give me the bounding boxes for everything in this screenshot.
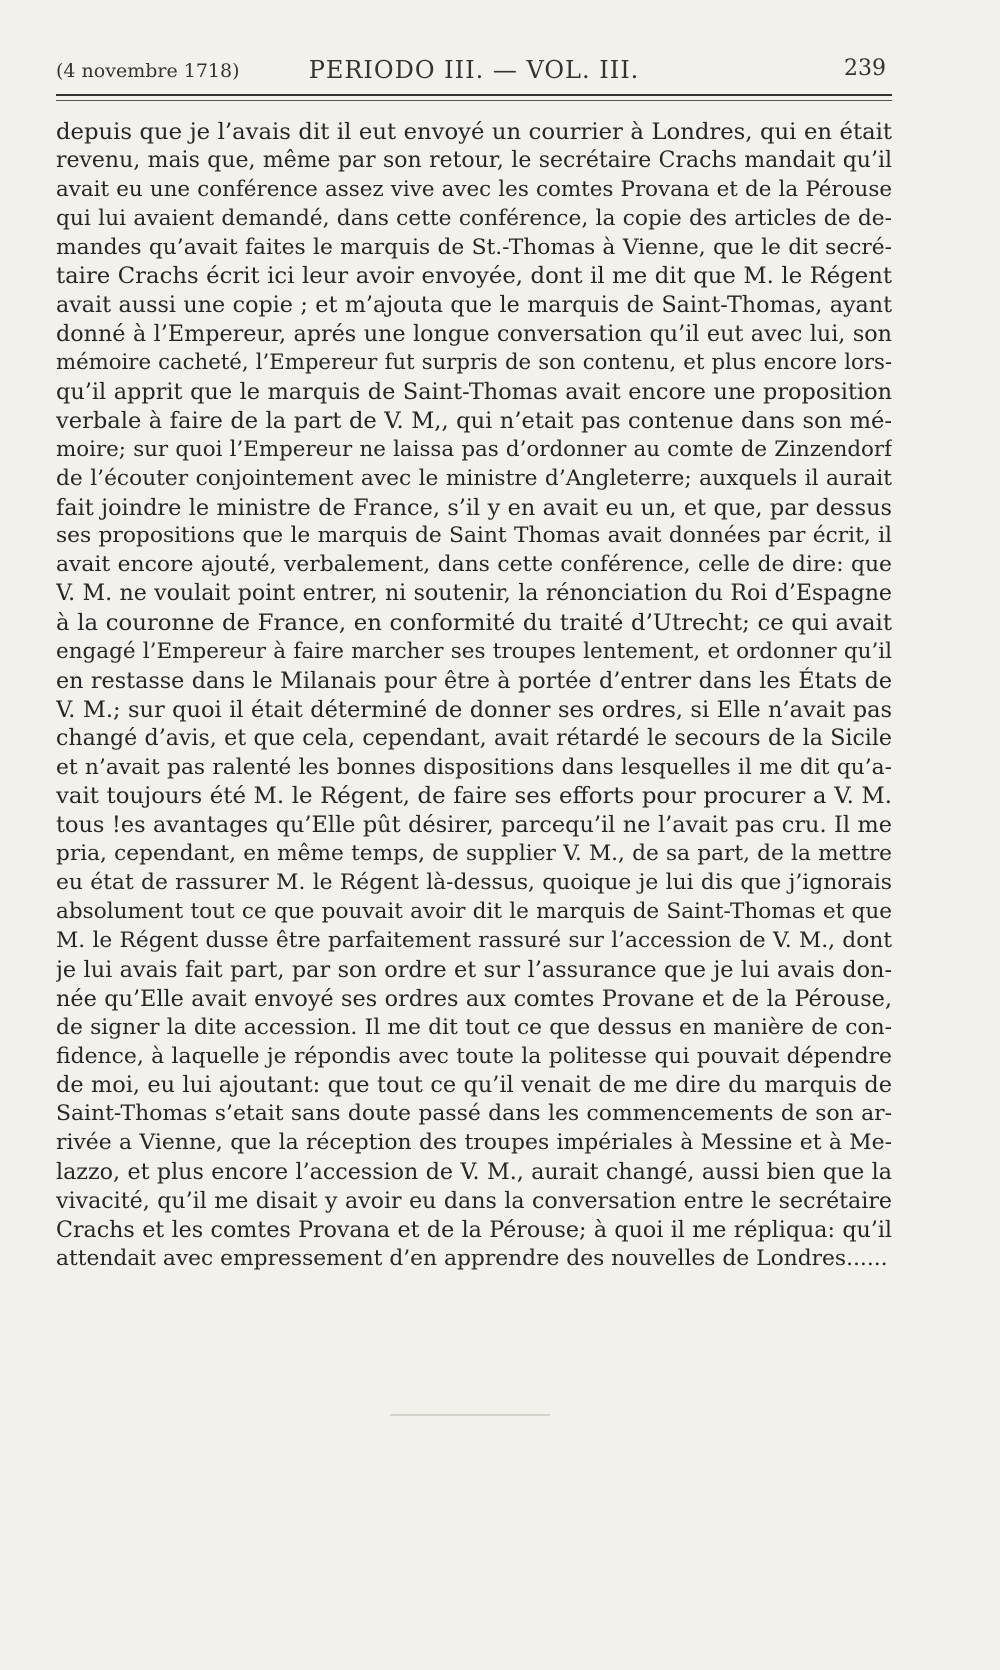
text-line: eu état de rassurer M. le Régent là-dessus, quoique je lui dis que j’ignorais <box>56 870 892 896</box>
bleed-through-rule <box>390 1414 550 1416</box>
text-line-last: attendait avec empressement d’en apprendre des nouvelles de Londres...... <box>56 1245 888 1271</box>
text-line: changé d’avis, et que cela, cependant, avait rétardé le secours de la Sicile <box>56 725 892 751</box>
text-line: pria, cependant, en même temps, de supplier V. M., de sa part, de la mettre <box>56 841 892 867</box>
text-line: V. M.; sur quoi il était déterminé de donner ses ordres, si Elle n’avait pas <box>56 696 892 723</box>
text-line: moire; sur quoi l’Empereur ne laissa pas d’ordonner au comte de Zinzendorf <box>56 436 892 462</box>
body-text <box>56 118 892 1274</box>
text-line: je lui avais fait part, par son ordre et sur l’assurance que je lui avais don- <box>56 956 892 983</box>
header-date: (4 novembre 1718) <box>56 60 240 82</box>
text-line: engagé l’Empereur à faire marcher ses troupes lentement, et ordonner qu’il <box>56 639 892 665</box>
text-line: de l’écouter conjointement avec le ministre d’Angleterre; auxquels il aurait <box>56 465 892 491</box>
text-line: taire Crachs écrit ici leur avoir envoyée, dont il me dit que M. le Régent <box>56 263 892 290</box>
text-line: vivacité, qu’il me disait y avoir eu dans la conversation entre le secrétaire <box>56 1187 892 1214</box>
text-line: vait toujours été M. le Régent, de faire ses efforts pour procurer a V. M. <box>56 783 892 810</box>
text-line: née qu’Elle avait envoyé ses ordres aux comtes Provane et de la Pérouse, <box>56 985 892 1012</box>
text-line: fidence, à laquelle je répondis avec toute la politesse qui pouvait dépendre <box>56 1043 892 1069</box>
text-line: qui lui avaient demandé, dans cette conférence, la copie des articles de de- <box>56 205 892 231</box>
page-number: 239 <box>844 56 886 81</box>
text-line: rivée a Vienne, que la réception des troupes impériales à Messine et à Me- <box>56 1130 892 1156</box>
text-line: M. le Régent dusse être parfaitement rassuré sur l’accession de V. M., dont <box>56 927 892 953</box>
text-line: en restasse dans le Milanais pour être à portée d’entrer dans les États de <box>56 667 892 694</box>
header-rule-thin <box>56 100 892 101</box>
text-line: et n’avait pas ralenté les bonnes dispositions dans lesquelles il me dit qu’a- <box>56 754 892 780</box>
text-line: tous !es avantages qu’Elle pût désirer, parcequ’il ne l’avait pas cru. Il me <box>56 812 892 839</box>
text-line: revenu, mais que, même par son retour, le secrétaire Crachs mandait qu’il <box>56 147 892 173</box>
text-line: depuis que je l’avais dit il eut envoyé un courrier à Londres, qui en était <box>56 119 892 145</box>
text-line: lazzo, et plus encore l’accession de V. M., aurait changé, aussi bien que la <box>56 1159 892 1186</box>
text-line: de moi, eu lui ajoutant: que tout ce qu’il venait de me dire du marquis de <box>56 1072 892 1099</box>
text-line: fait joindre le ministre de France, s’il y en avait eu un, et que, par dessus <box>56 494 892 521</box>
text-line: V. M. ne voulait point entrer, ni soutenir, la rénonciation du Roi d’Espagne <box>56 581 892 607</box>
text-line: à la couronne de France, en conformité du traité d’Utrecht; ce qui avait <box>56 610 892 637</box>
header-title: PERIODO III. — VOL. III. <box>308 56 640 84</box>
text-line: avait eu une conférence assez vive avec les comtes Provana et de la Pérouse <box>56 176 892 202</box>
text-line: qu’il apprit que le marquis de Saint-Thomas avait encore une proposition <box>56 379 892 406</box>
text-line: verbale à faire de la part de V. M,, qui n’etait pas contenue dans son mé- <box>56 407 892 434</box>
text-line: de signer la dite accession. Il me dit tout ce que dessus en manière de con- <box>56 1014 892 1040</box>
text-line: avait aussi une copie ; et m’ajouta que le marquis de Saint-Thomas, ayant <box>56 292 892 319</box>
text-line: donné à l’Empereur, aprés une longue conversation qu’il eut avec lui, son <box>56 321 892 348</box>
text-line: avait encore ajouté, verbalement, dans cette conférence, celle de dire: que <box>56 552 892 578</box>
text-line: Crachs et les comtes Provana et de la Pérouse; à quoi il me répliqua: qu’il <box>56 1216 892 1243</box>
running-header <box>56 52 892 92</box>
text-line: mémoire cacheté, l’Empereur fut surpris de son contenu, et plus encore lors- <box>56 350 892 376</box>
text-line: absolument tout ce que pouvait avoir dit le marquis de Saint-Thomas et que <box>56 899 892 925</box>
text-line: mandes qu’avait faites le marquis de St.-Thomas à Vienne, que le dit secré- <box>56 234 892 260</box>
text-line: ses propositions que le marquis de Saint Thomas avait données par écrit, il <box>56 523 892 549</box>
header-rule-thick <box>56 94 892 96</box>
text-line: Saint-Thomas s’etait sans doute passé dans les commencements de son ar- <box>56 1101 892 1127</box>
